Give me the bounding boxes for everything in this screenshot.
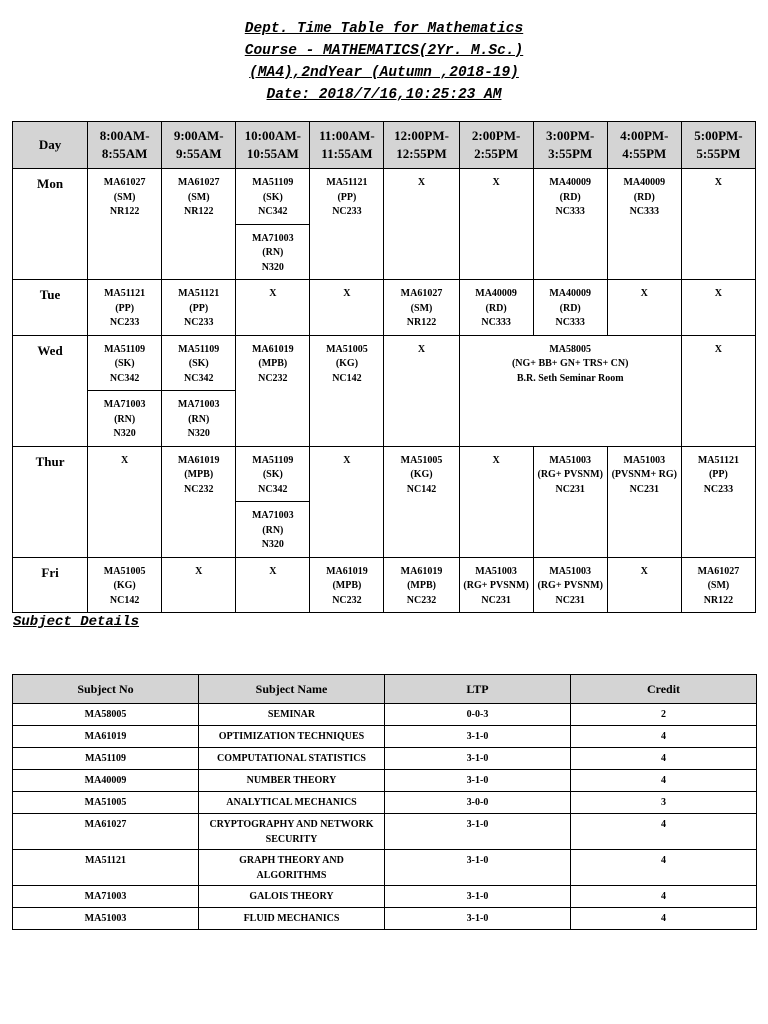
timetable <box>12 121 756 613</box>
subject-name-cell: NUMBER THEORY <box>199 770 385 792</box>
timetable-cell: MA51109 (SK) NC342 <box>162 335 236 391</box>
timetable-cell: MA71003 (RN) N320 <box>162 391 236 447</box>
subject-name-cell: FLUID MECHANICS <box>199 908 385 930</box>
subject-details-body <box>13 704 757 930</box>
timetable-cell: X <box>681 280 755 336</box>
timetable-cell: MA61019 (MPB) NC232 <box>236 335 310 446</box>
credit-cell: 4 <box>571 850 757 886</box>
subject-name-cell: ANALYTICAL MECHANICS <box>199 792 385 814</box>
subject-header-row <box>13 675 757 704</box>
timetable-cell: MA71003 (RN) N320 <box>236 224 310 280</box>
credit-cell: 3 <box>571 792 757 814</box>
credit-cell: 4 <box>571 748 757 770</box>
timetable-cell: MA61027 (SM) NR122 <box>384 280 459 336</box>
timetable-cell: X <box>607 557 681 613</box>
timetable-cell: MA40009 (RD) NC333 <box>459 280 533 336</box>
subject-name-cell: GALOIS THEORY <box>199 886 385 908</box>
ltp-cell: 3-1-0 <box>385 726 571 748</box>
timetable-cell: MA40009 (RD) NC333 <box>533 280 607 336</box>
timetable-row-wed <box>13 335 756 391</box>
document-header <box>0 18 768 106</box>
timetable-header-row <box>13 122 756 169</box>
slot-header: 12:00PM- 12:55PM <box>384 122 459 169</box>
timetable-row-mon <box>13 169 756 225</box>
credit-cell: 4 <box>571 814 757 850</box>
timetable-cell: MA61027 (SM) NR122 <box>681 557 755 613</box>
timetable-cell: X <box>236 280 310 336</box>
subject-name-cell: CRYPTOGRAPHY AND NETWORK SECURITY <box>199 814 385 850</box>
timetable-cell: MA51003 (RG+ PVSNM) NC231 <box>459 557 533 613</box>
ltp-cell: 3-1-0 <box>385 748 571 770</box>
timetable-cell: MA51003 (RG+ PVSNM) NC231 <box>533 446 607 557</box>
ltp-cell: 3-1-0 <box>385 886 571 908</box>
header-course: Course - MATHEMATICS(2Yr. M.Sc.) <box>244 43 524 59</box>
table-row <box>13 748 757 770</box>
slot-header: 9:00AM- 9:55AM <box>162 122 236 169</box>
table-row <box>13 908 757 930</box>
subject-no-cell: MA40009 <box>13 770 199 792</box>
ltp-cell: 3-1-0 <box>385 770 571 792</box>
ltp-cell: 3-0-0 <box>385 792 571 814</box>
subject-no-header: Subject No <box>13 675 199 704</box>
day-label: Thur <box>13 446 88 557</box>
ltp-cell: 3-1-0 <box>385 908 571 930</box>
header-title: Dept. Time Table for Mathematics <box>244 21 524 37</box>
subject-no-cell: MA71003 <box>13 886 199 908</box>
ltp-cell: 3-1-0 <box>385 814 571 850</box>
timetable-cell: MA61027 (SM) NR122 <box>162 169 236 280</box>
subject-no-cell: MA61027 <box>13 814 199 850</box>
timetable-cell: MA61019 (MPB) NC232 <box>162 446 236 557</box>
subject-name-cell: SEMINAR <box>199 704 385 726</box>
timetable-cell: X <box>681 169 755 280</box>
day-column-header: Day <box>13 122 88 169</box>
subject-no-cell: MA61019 <box>13 726 199 748</box>
timetable-cell: X <box>162 557 236 613</box>
timetable-cell: MA40009 (RD) NC333 <box>607 169 681 280</box>
timetable-cell: X <box>310 446 384 557</box>
timetable-row-fri <box>13 557 756 613</box>
credit-cell: 4 <box>571 886 757 908</box>
timetable-cell: X <box>310 280 384 336</box>
slot-header: 5:00PM- 5:55PM <box>681 122 755 169</box>
slot-header: 11:00AM- 11:55AM <box>310 122 384 169</box>
subject-details-title: Subject Details <box>13 614 140 630</box>
timetable-cell: MA51005 (KG) NC142 <box>384 446 459 557</box>
timetable-cell: X <box>681 335 755 446</box>
timetable-cell: MA51005 (KG) NC142 <box>310 335 384 446</box>
day-label: Tue <box>13 280 88 336</box>
subject-no-cell: MA51109 <box>13 748 199 770</box>
timetable-cell: MA51109 (SK) NC342 <box>236 446 310 502</box>
subject-no-cell: MA51003 <box>13 908 199 930</box>
day-label: Fri <box>13 557 88 613</box>
timetable-cell: X <box>459 446 533 557</box>
timetable-cell: MA61019 (MPB) NC232 <box>310 557 384 613</box>
timetable-cell: MA51005 (KG) NC142 <box>88 557 162 613</box>
timetable-row-tue <box>13 280 756 336</box>
subject-name-header: Subject Name <box>199 675 385 704</box>
subject-no-cell: MA51005 <box>13 792 199 814</box>
timetable-cell: MA71003 (RN) N320 <box>236 502 310 558</box>
slot-header: 4:00PM- 4:55PM <box>607 122 681 169</box>
timetable-cell: X <box>384 169 459 280</box>
timetable-cell: X <box>384 335 459 446</box>
timetable-cell: MA51121 (PP) NC233 <box>88 280 162 336</box>
day-label: Wed <box>13 335 88 446</box>
table-row <box>13 792 757 814</box>
slot-header: 3:00PM- 3:55PM <box>533 122 607 169</box>
slot-header: 10:00AM- 10:55AM <box>236 122 310 169</box>
timetable-cell: MA51003 (RG+ PVSNM) NC231 <box>533 557 607 613</box>
table-row <box>13 770 757 792</box>
slot-header: 8:00AM- 8:55AM <box>88 122 162 169</box>
timetable-cell: MA51121 (PP) NC233 <box>162 280 236 336</box>
header-semester: (MA4),2ndYear (Autumn ,2018-19) <box>249 65 519 81</box>
credit-header: Credit <box>571 675 757 704</box>
timetable-cell: MA51109 (SK) NC342 <box>236 169 310 225</box>
timetable-cell: MA71003 (RN) N320 <box>88 391 162 447</box>
timetable-cell: MA61019 (MPB) NC232 <box>384 557 459 613</box>
credit-cell: 4 <box>571 908 757 930</box>
timetable-cell: MA51003 (PVSNM+ RG) NC231 <box>607 446 681 557</box>
credit-cell: 2 <box>571 704 757 726</box>
table-row <box>13 886 757 908</box>
timetable-cell: MA40009 (RD) NC333 <box>533 169 607 280</box>
slot-header: 2:00PM- 2:55PM <box>459 122 533 169</box>
timetable-cell: X <box>459 169 533 280</box>
timetable-cell-seminar: MA58005 (NG+ BB+ GN+ TRS+ CN) B.R. Seth Seminar Room <box>459 335 681 446</box>
credit-cell: 4 <box>571 770 757 792</box>
subject-no-cell: MA58005 <box>13 704 199 726</box>
table-row <box>13 850 757 886</box>
subject-name-cell: COMPUTATIONAL STATISTICS <box>199 748 385 770</box>
timetable-cell: MA61027 (SM) NR122 <box>88 169 162 280</box>
ltp-header: LTP <box>385 675 571 704</box>
table-row <box>13 726 757 748</box>
header-date: Date: 2018/7/16,10:25:23 AM <box>266 87 502 103</box>
day-label: Mon <box>13 169 88 280</box>
timetable-row-thu <box>13 446 756 502</box>
timetable-cell: X <box>88 446 162 557</box>
subject-name-cell: GRAPH THEORY AND ALGORITHMS <box>199 850 385 886</box>
timetable-cell: MA51121 (PP) NC233 <box>681 446 755 557</box>
table-row <box>13 704 757 726</box>
timetable-cell: X <box>607 280 681 336</box>
timetable-cell: MA51109 (SK) NC342 <box>88 335 162 391</box>
timetable-cell: X <box>236 557 310 613</box>
credit-cell: 4 <box>571 726 757 748</box>
table-row <box>13 814 757 850</box>
subject-no-cell: MA51121 <box>13 850 199 886</box>
subject-name-cell: OPTIMIZATION TECHNIQUES <box>199 726 385 748</box>
timetable-cell: MA51121 (PP) NC233 <box>310 169 384 280</box>
ltp-cell: 0-0-3 <box>385 704 571 726</box>
subject-details-table <box>12 674 757 930</box>
ltp-cell: 3-1-0 <box>385 850 571 886</box>
